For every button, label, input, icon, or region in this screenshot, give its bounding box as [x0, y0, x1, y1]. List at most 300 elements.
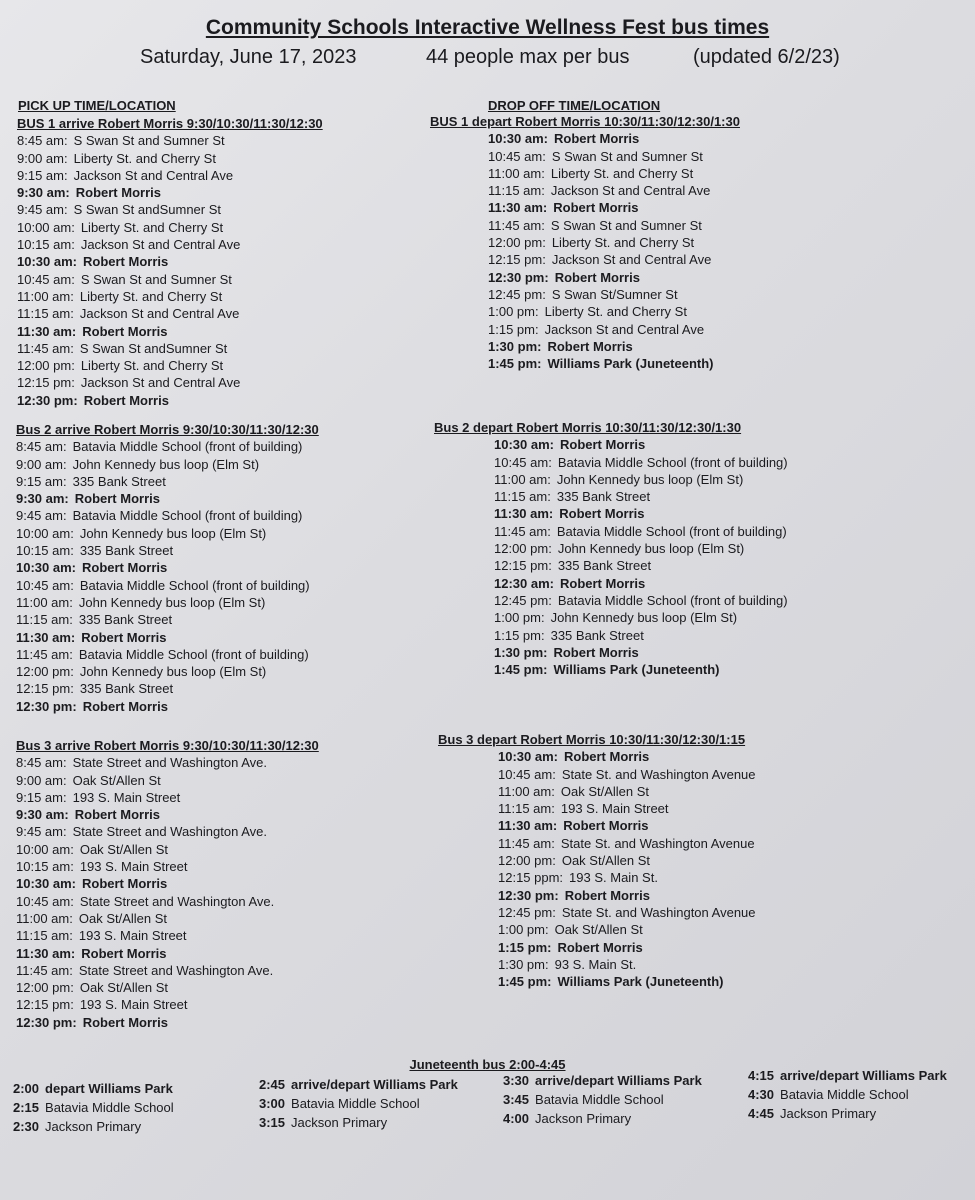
stop-location: S Swan St and Sumner St — [551, 148, 703, 164]
stop-time: 1:00 pm: — [494, 610, 545, 626]
stop-time: 12:45 pm: — [498, 904, 556, 920]
schedule-row — [16, 577, 319, 594]
schedule-row — [17, 288, 323, 305]
schedule-row — [17, 392, 323, 409]
stop-location: Oak St/Allen St — [78, 910, 168, 926]
schedule-row — [434, 454, 788, 471]
stop-location: Robert Morris — [553, 200, 639, 216]
stop-location: Liberty St. and Cherry St — [550, 165, 694, 181]
page-title: Community Schools Interactive Wellness Fest bus times — [205, 16, 770, 39]
schedule-row — [438, 904, 756, 921]
stop-time: 9:00 am: — [17, 150, 68, 166]
schedule-row — [434, 471, 788, 488]
stop-location: Oak St/Allen St — [561, 853, 650, 869]
stop-location: Batavia Middle School (front of building) — [557, 454, 788, 470]
stop-time: 1:45 pm: — [488, 356, 542, 372]
schedule-row — [430, 199, 740, 216]
stop-time: 9:15 am: — [16, 473, 67, 489]
stop-time: 11:30 am: — [488, 200, 548, 216]
stop-time: 1:15 pm: — [494, 627, 545, 643]
stop-time: 2:15 — [13, 1100, 40, 1115]
stop-time: 11:30 am: — [498, 818, 558, 834]
stop-time: 11:15 am: — [488, 183, 545, 199]
bus-header: Bus 3 arrive Robert Morris 9:30/10:30/11:30/12:30 — [16, 738, 319, 753]
schedule-row — [434, 557, 788, 574]
stop-location: State St. and Washington Avenue — [561, 904, 756, 920]
stop-time: 9:00 am: — [16, 772, 67, 788]
stop-time: 12:15 pm: — [494, 558, 552, 574]
stop-time: 11:15 am: — [494, 489, 551, 505]
schedule-row — [438, 887, 756, 904]
schedule-row — [434, 575, 788, 592]
stop-location: State Street and Washington Ave. — [72, 755, 267, 771]
stop-location: Liberty St. and Cherry St — [551, 235, 695, 251]
stop-location: State Street and Washington Ave. — [72, 824, 267, 840]
schedule-row — [430, 217, 740, 234]
stop-time: 10:15 am: — [17, 237, 75, 253]
schedule-row — [430, 165, 740, 182]
schedule-row — [16, 875, 319, 892]
stop-time: 11:15 am: — [16, 928, 73, 944]
schedule-row — [16, 611, 319, 628]
stop-location: Batavia Middle School (front of building) — [78, 646, 309, 662]
stop-time: 11:15 am: — [17, 306, 74, 322]
stop-time: 10:00 am: — [17, 219, 75, 235]
stop-time: 1:00 pm: — [498, 922, 549, 938]
schedule-row — [17, 374, 323, 391]
stop-time: 10:45 am: — [488, 148, 546, 164]
updated-note: (updated 6/2/23) — [693, 46, 840, 68]
stop-time: 12:15 pm: — [16, 681, 74, 697]
schedule-row — [16, 962, 319, 979]
schedule-row — [434, 540, 788, 557]
schedule-row — [16, 945, 319, 962]
schedule-row — [430, 303, 740, 320]
stop-time: 10:30 am: — [16, 560, 76, 576]
stop-location: Jackson St and Central Ave — [80, 237, 241, 253]
stop-time: 1:45 pm: — [498, 974, 552, 990]
stop-location: Robert Morris — [81, 945, 167, 961]
stop-location: Batavia Middle School (front of building) — [557, 592, 788, 608]
stop-time: 12:45 pm: — [494, 592, 552, 608]
bus-header: Bus 3 depart Robert Morris 10:30/11:30/12:30/1:15 — [438, 732, 746, 747]
schedule-row — [430, 130, 740, 147]
schedule-row — [17, 305, 323, 322]
juneteenth-column-1 — [13, 1079, 174, 1136]
stop-time: 8:45 am: — [16, 439, 67, 455]
juneteenth-row — [259, 1113, 458, 1132]
stop-location: S Swan St/Sumner St — [551, 286, 678, 302]
schedule-row — [438, 817, 756, 834]
stop-time: 4:00 — [503, 1111, 530, 1126]
stop-location: 335 Bank Street — [72, 473, 166, 489]
stop-location: John Kennedy bus loop (Elm St) — [79, 664, 267, 680]
schedule-row — [17, 201, 323, 218]
stop-time: 11:00 am: — [498, 783, 555, 799]
stop-time: 10:45 am: — [17, 271, 75, 287]
stop-location: Jackson St and Central Ave — [551, 252, 712, 268]
schedule-row — [430, 269, 740, 286]
stop-location: Jackson St and Central Ave — [550, 183, 711, 199]
stop-location: arrive/depart Williams Park — [291, 1077, 458, 1092]
bus-header: Bus 2 arrive Robert Morris 9:30/10:30/11:30/12:30 — [16, 422, 319, 437]
stop-time: 1:30 pm: — [498, 956, 549, 972]
stop-time: 2:00 — [13, 1081, 40, 1096]
dropoff-section-header: DROP OFF TIME/LOCATION — [488, 98, 661, 113]
stop-time: 4:45 — [748, 1106, 775, 1121]
stop-location: arrive/depart Williams Park — [535, 1073, 702, 1088]
stop-location: Robert Morris — [563, 749, 650, 765]
stop-time: 10:00 am: — [16, 841, 74, 857]
schedule-row — [16, 806, 319, 823]
stop-time: 9:30 am: — [16, 491, 69, 507]
stop-time: 9:15 am: — [17, 167, 68, 183]
juneteenth-header: Juneteenth bus 2:00-4:45 — [409, 1057, 566, 1072]
stop-time: 12:00 pm: — [498, 853, 556, 869]
stop-time: 11:15 am: — [498, 801, 555, 817]
schedule-row — [16, 823, 319, 840]
schedule-row — [16, 893, 319, 910]
stop-location: Robert Morris — [559, 506, 645, 522]
pickup-bus-1 — [17, 115, 323, 409]
schedule-row — [438, 783, 756, 800]
stop-location: Robert Morris — [74, 807, 160, 823]
stop-time: 10:30 am: — [488, 131, 548, 147]
stop-time: 11:30 am: — [16, 629, 76, 645]
stop-location: State Street and Washington Ave. — [79, 893, 275, 909]
stop-location: Batavia Middle School — [291, 1096, 420, 1111]
stop-time: 12:00 pm: — [488, 235, 546, 251]
stop-location: Robert Morris — [557, 939, 643, 955]
stop-time: 12:00 pm: — [16, 664, 74, 680]
schedule-row — [434, 644, 788, 661]
stop-location: Robert Morris — [553, 644, 639, 660]
bus-header: BUS 1 depart Robert Morris 10:30/11:30/12:30/1:30 — [430, 114, 740, 129]
pickup-bus-2 — [16, 421, 319, 715]
stop-location: Batavia Middle School (front of building) — [72, 508, 303, 524]
dropoff-bus-1 — [430, 113, 740, 372]
juneteenth-row — [748, 1066, 947, 1085]
stop-location: Robert Morris — [75, 185, 161, 201]
stop-location: Robert Morris — [83, 392, 169, 408]
stop-time: 1:30 pm: — [494, 644, 548, 660]
stop-location: Batavia Middle School (front of building) — [79, 577, 310, 593]
stop-location: 193 S. Main Street — [72, 789, 181, 805]
juneteenth-row — [748, 1085, 947, 1104]
juneteenth-row — [259, 1075, 458, 1094]
stop-time: 9:30 am: — [16, 807, 69, 823]
stop-location: Liberty St. and Cherry St — [73, 150, 216, 166]
schedule-row — [438, 800, 756, 817]
stop-time: 11:30 am: — [494, 506, 554, 522]
schedule-row — [16, 629, 319, 646]
stop-location: Robert Morris — [81, 629, 167, 645]
stop-location: Williams Park (Juneteenth) — [557, 974, 724, 990]
stop-location: John Kennedy bus loop (Elm St) — [79, 525, 267, 541]
schedule-row — [17, 271, 323, 288]
stop-location: Jackson Primary — [780, 1106, 877, 1121]
bus-header: BUS 1 arrive Robert Morris 9:30/10:30/11:30/12:30 — [17, 116, 323, 131]
juneteenth-row — [503, 1109, 702, 1128]
schedule-row — [16, 525, 319, 542]
stop-time: 11:00 am: — [16, 910, 73, 926]
stop-time: 12:15 pm: — [16, 997, 74, 1013]
stop-location: 335 Bank Street — [79, 543, 174, 559]
stop-location: Robert Morris — [553, 131, 640, 147]
pickup-section-header: PICK UP TIME/LOCATION — [18, 98, 176, 113]
stop-time: 12:30 pm: — [16, 698, 77, 714]
stop-location: Jackson St and Central Ave — [544, 321, 705, 337]
schedule-row — [430, 182, 740, 199]
stop-time: 4:30 — [748, 1087, 775, 1102]
stop-location: S Swan St andSumner St — [79, 340, 228, 356]
juneteenth-row — [748, 1104, 947, 1123]
stop-time: 9:30 am: — [17, 185, 70, 201]
stop-time: 3:15 — [259, 1115, 286, 1130]
schedule-row — [16, 927, 319, 944]
stop-time: 10:30 am: — [17, 254, 77, 270]
stop-time: 12:15 pm: — [488, 252, 546, 268]
stop-time: 10:15 am: — [16, 859, 74, 875]
stop-location: Oak St/Allen St — [554, 922, 643, 938]
stop-time: 12:30 pm: — [488, 269, 549, 285]
schedule-row — [16, 438, 319, 455]
schedule-row — [17, 323, 323, 340]
stop-time: 10:15 am: — [16, 543, 74, 559]
capacity-note: 44 people max per bus — [426, 46, 630, 68]
schedule-row — [17, 357, 323, 374]
stop-location: depart Williams Park — [45, 1081, 173, 1096]
pickup-bus-3 — [16, 737, 319, 1031]
stop-time: 12:30 pm: — [16, 1014, 77, 1030]
stop-location: Robert Morris — [82, 323, 168, 339]
stop-location: 335 Bank Street — [557, 558, 652, 574]
stop-location: State Street and Washington Ave. — [78, 962, 274, 978]
stop-time: 11:00 am: — [488, 165, 545, 181]
dropoff-bus-3 — [438, 731, 756, 990]
stop-location: 193 S. Main St. — [569, 870, 658, 886]
schedule-row — [16, 456, 319, 473]
stop-location: Robert Morris — [564, 887, 650, 903]
juneteenth-row — [13, 1117, 174, 1136]
juneteenth-row — [259, 1094, 458, 1113]
schedule-row — [434, 627, 788, 644]
stop-location: 93 S. Main St. — [554, 956, 637, 972]
schedule-row — [16, 789, 319, 806]
stop-location: Oak St/Allen St — [79, 980, 168, 996]
schedule-row — [16, 507, 319, 524]
schedule-row — [438, 973, 756, 990]
stop-location: Batavia Middle School — [780, 1087, 909, 1102]
juneteenth-row — [503, 1071, 702, 1090]
stop-time: 12:30 pm: — [17, 392, 78, 408]
schedule-row — [16, 663, 319, 680]
juneteenth-row — [503, 1090, 702, 1109]
juneteenth-row — [13, 1079, 174, 1098]
stop-location: John Kennedy bus loop (Elm St) — [72, 456, 260, 472]
stop-location: Robert Morris — [563, 818, 649, 834]
schedule-row — [16, 754, 319, 771]
schedule-row — [434, 592, 788, 609]
stop-location: Robert Morris — [81, 560, 168, 576]
stop-time: 10:45 am: — [494, 454, 552, 470]
schedule-row — [438, 869, 756, 886]
schedule-row — [17, 184, 323, 201]
stop-location: Robert Morris — [82, 698, 168, 714]
stop-location: Liberty St. and Cherry St — [80, 358, 224, 374]
stop-time: 9:00 am: — [16, 456, 67, 472]
schedule-row — [430, 338, 740, 355]
stop-location: Liberty St. and Cherry St — [79, 288, 223, 304]
schedule-row — [16, 594, 319, 611]
stop-time: 9:15 am: — [16, 789, 67, 805]
stop-time: 12:45 pm: — [488, 286, 546, 302]
stop-location: Jackson Primary — [45, 1119, 142, 1134]
schedule-row — [16, 996, 319, 1013]
stop-location: 193 S. Main Street — [79, 997, 188, 1013]
stop-time: 11:45 am: — [17, 340, 74, 356]
stop-time: 1:45 pm: — [494, 662, 548, 678]
stop-location: Robert Morris — [82, 1014, 168, 1030]
stop-time: 1:15 pm: — [488, 321, 539, 337]
stop-time: 12:00 pm: — [16, 980, 74, 996]
stop-location: Robert Morris — [559, 575, 646, 591]
stop-time: 1:15 pm: — [498, 939, 552, 955]
stop-location: Williams Park (Juneteenth) — [553, 662, 720, 678]
stop-time: 10:30 am: — [498, 749, 558, 765]
schedule-row — [434, 488, 788, 505]
stop-location: John Kennedy bus loop (Elm St) — [78, 594, 266, 610]
stop-location: 193 S. Main Street — [79, 859, 188, 875]
stop-time: 11:00 am: — [494, 471, 551, 487]
stop-location: State St. and Washington Avenue — [560, 835, 755, 851]
stop-location: Jackson St and Central Ave — [80, 375, 241, 391]
stop-location: S Swan St and Sumner St — [73, 133, 225, 149]
stop-time: 12:15 pm: — [17, 375, 75, 391]
schedule-row — [17, 167, 323, 184]
stop-location: State St. and Washington Avenue — [561, 766, 756, 782]
schedule-row — [16, 858, 319, 875]
schedule-row — [438, 956, 756, 973]
schedule-row — [438, 921, 756, 938]
stop-location: Robert Morris — [559, 437, 646, 453]
stop-time: 11:45 am: — [494, 523, 551, 539]
schedule-row — [438, 766, 756, 783]
stop-time: 12:00 pm: — [17, 358, 75, 374]
stop-time: 11:45 am: — [16, 646, 73, 662]
schedule-row — [430, 355, 740, 372]
stop-time: 2:45 — [259, 1077, 286, 1092]
stop-location: Batavia Middle School — [45, 1100, 174, 1115]
schedule-row — [17, 219, 323, 236]
schedule-row — [17, 150, 323, 167]
stop-location: arrive/depart Williams Park — [780, 1068, 947, 1083]
stop-time: 12:00 pm: — [494, 541, 552, 557]
stop-location: John Kennedy bus loop (Elm St) — [557, 541, 745, 557]
stop-location: Batavia Middle School — [535, 1092, 664, 1107]
stop-location: Liberty St. and Cherry St — [80, 219, 224, 235]
stop-location: Jackson Primary — [535, 1111, 632, 1126]
stop-time: 10:45 am: — [16, 577, 74, 593]
stop-location: S Swan St andSumner St — [73, 202, 222, 218]
dropoff-bus-2 — [434, 419, 788, 678]
schedule-row — [17, 340, 323, 357]
schedule-row — [430, 286, 740, 303]
schedule-row — [17, 253, 323, 270]
schedule-row — [16, 1014, 319, 1031]
juneteenth-column-2 — [259, 1075, 458, 1132]
schedule-row — [430, 234, 740, 251]
stop-time: 1:00 pm: — [488, 304, 539, 320]
stop-location: Batavia Middle School (front of building) — [72, 439, 303, 455]
schedule-row — [434, 505, 788, 522]
stop-location: 193 S. Main Street — [560, 801, 669, 817]
stop-time: 4:15 — [748, 1068, 775, 1083]
stop-location: S Swan St and Sumner St — [550, 217, 702, 233]
stop-location: 335 Bank Street — [79, 681, 174, 697]
stop-location: Robert Morris — [554, 269, 640, 285]
schedule-row — [16, 542, 319, 559]
schedule-row — [16, 559, 319, 576]
bus-header: Bus 2 depart Robert Morris 10:30/11:30/12:30/1:30 — [434, 420, 742, 435]
schedule-row — [438, 835, 756, 852]
stop-time: 2:30 — [13, 1119, 40, 1134]
schedule-row — [438, 852, 756, 869]
stop-time: 8:45 am: — [17, 133, 68, 149]
schedule-row — [16, 646, 319, 663]
stop-time: 8:45 am: — [16, 755, 67, 771]
stop-location: Jackson Primary — [291, 1115, 388, 1130]
schedule-row — [16, 490, 319, 507]
schedule-row — [16, 680, 319, 697]
stop-location: John Kennedy bus loop (Elm St) — [556, 471, 744, 487]
stop-time: 10:30 am: — [16, 876, 76, 892]
stop-time: 3:30 — [503, 1073, 530, 1088]
stop-location: Oak St/Allen St — [72, 772, 161, 788]
stop-location: Batavia Middle School (front of building) — [556, 523, 787, 539]
stop-time: 3:00 — [259, 1096, 286, 1111]
stop-time: 11:00 am: — [17, 288, 74, 304]
stop-location: Oak St/Allen St — [560, 783, 650, 799]
stop-location: Robert Morris — [547, 338, 633, 354]
schedule-row — [434, 661, 788, 678]
schedule-row — [434, 609, 788, 626]
stop-time: 9:45 am: — [17, 202, 68, 218]
stop-time: 12:30 am: — [494, 575, 554, 591]
schedule-row — [438, 939, 756, 956]
stop-time: 1:30 pm: — [488, 338, 542, 354]
schedule-row — [16, 772, 319, 789]
stop-location: Jackson St and Central Ave — [73, 167, 234, 183]
stop-time: 10:45 am: — [498, 766, 556, 782]
schedule-row — [430, 321, 740, 338]
stop-time: 11:15 am: — [16, 612, 73, 628]
stop-location: Liberty St. and Cherry St — [544, 304, 687, 320]
stop-location: Robert Morris — [81, 876, 168, 892]
schedule-row — [16, 841, 319, 858]
juneteenth-column-4 — [748, 1066, 947, 1123]
schedule-row — [16, 698, 319, 715]
stop-time: 9:45 am: — [16, 824, 67, 840]
schedule-row — [16, 473, 319, 490]
stop-time: 10:45 am: — [16, 893, 74, 909]
stop-time: 11:00 am: — [16, 594, 73, 610]
stop-time: 11:45 am: — [498, 835, 555, 851]
schedule-row — [430, 251, 740, 268]
schedule-row — [434, 436, 788, 453]
stop-location: Oak St/Allen St — [79, 841, 168, 857]
schedule-row — [438, 748, 756, 765]
